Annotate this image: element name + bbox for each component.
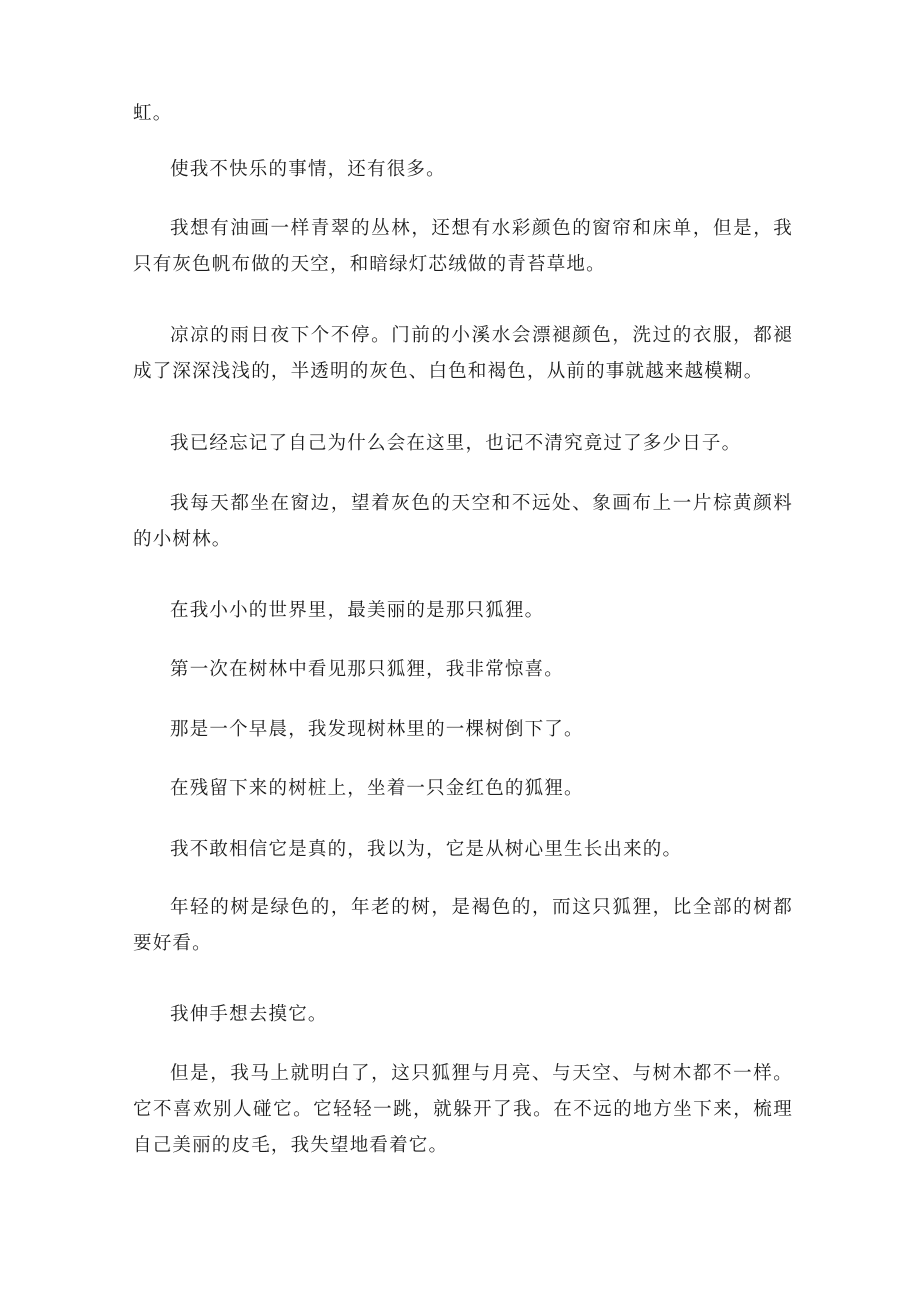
paragraph-5: 我已经忘记了自己为什么会在这里，也记不清究竟过了多少日子。	[170, 433, 742, 454]
paragraph-11: 我不敢相信它是真的，我以为，它是从树心里生长出来的。	[170, 839, 683, 860]
paragraph-10: 在残留下来的树桩上，坐着一只金红色的狐狸。	[170, 778, 584, 799]
paragraph-9: 那是一个早晨，我发现树林里的一棵树倒下了。	[170, 719, 584, 740]
paragraph-14: 但是，我马上就明白了，这只狐狸与月亮、与天空、与树木都不一样。它不喜欢别人碰它。它轻轻一跳，就躲开了我。在不远的地方坐下来，梳理自己美丽的皮毛，我失望地看着它。	[133, 1063, 793, 1156]
paragraph-2: 使我不快乐的事情，还有很多。	[170, 159, 446, 180]
paragraph-7: 在我小小的世界里，最美丽的是那只狐狸。	[170, 600, 545, 621]
paragraph-3: 我想有油画一样青翠的丛林，还想有水彩颜色的窗帘和床单，但是，我只有灰色帆布做的天空，和暗绿灯芯绒做的青苔草地。	[133, 218, 793, 275]
paragraph-13: 我伸手想去摸它。	[170, 1004, 328, 1025]
paragraph-4: 凉凉的雨日夜下个不停。门前的小溪水会漂褪颜色，洗过的衣服，都褪成了深深浅浅的，半透明的灰色、白色和褐色，从前的事就越来越模糊。	[133, 325, 793, 382]
paragraph-12: 年轻的树是绿色的，年老的树，是褐色的，而这只狐狸，比全部的树都要好看。	[133, 897, 793, 954]
paragraph-1: 虹。	[133, 103, 173, 124]
paragraph-8: 第一次在树林中看见那只狐狸，我非常惊喜。	[170, 659, 565, 680]
paragraph-6: 我每天都坐在窗边，望着灰色的天空和不远处、象画布上一片棕黄颜料的小树林。	[133, 493, 793, 550]
